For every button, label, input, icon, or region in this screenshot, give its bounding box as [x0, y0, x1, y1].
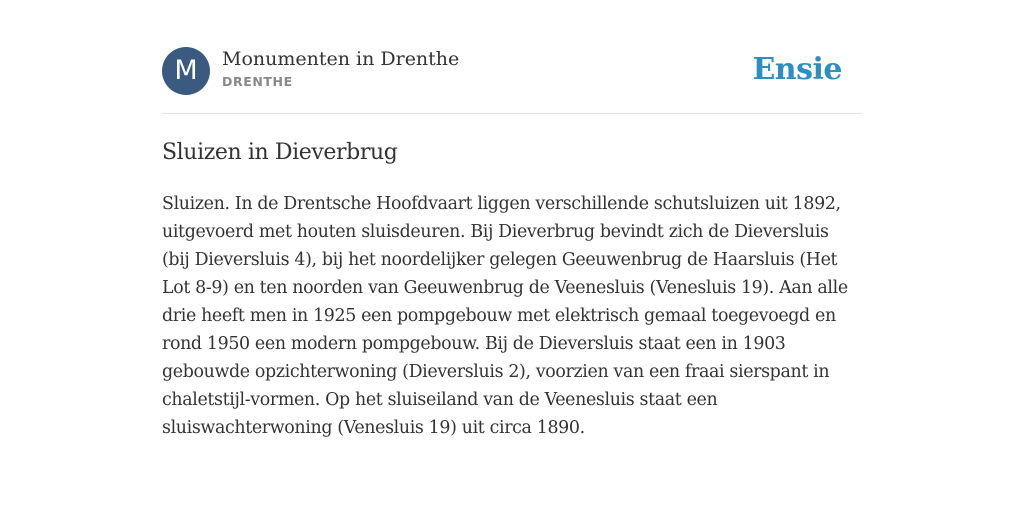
- body-line: drie heeft men in 1925 een pompgebouw met elektrisch gemaal toegevoegd en: [162, 306, 836, 326]
- source-title[interactable]: Monumenten in Drenthe: [222, 48, 460, 70]
- article-title: Sluizen in Dieverbrug: [162, 140, 398, 165]
- body-line: rond 1950 een modern pompgebouw. Bij de Dieversluis staat een in 1903: [162, 334, 786, 354]
- avatar[interactable]: M: [162, 47, 210, 95]
- body-line: sluiswachterwoning (Venesluis 19) uit circa 1890.: [162, 418, 585, 438]
- source-header: [162, 47, 862, 95]
- body-line: gebouwde opzichterwoning (Dieversluis 2), voorzien van een fraai sierspant in: [162, 362, 830, 382]
- body-line: uitgevoerd met houten sluisdeuren. Bij Dieverbrug bevindt zich de Dieversluis: [162, 222, 829, 242]
- brand-logo[interactable]: Ensie: [752, 52, 842, 87]
- body-line: (bij Dieversluis 4), bij het noordelijker gelegen Geeuwenbrug de Haarsluis (Het: [162, 250, 838, 270]
- body-line: chaletstijl-vormen. Op het sluiseiland van de Veenesluis staat een: [162, 390, 718, 410]
- body-line: Sluizen. In de Drentsche Hoofdvaart liggen verschillende schutsluizen uit 1892,: [162, 194, 841, 214]
- source-subtitle[interactable]: DRENTHE: [222, 74, 293, 89]
- article-body: [162, 190, 862, 442]
- body-line: Lot 8-9) en ten noorden van Geeuwenbrug de Veenesluis (Venesluis 19). Aan alle: [162, 278, 848, 298]
- divider: [162, 113, 862, 114]
